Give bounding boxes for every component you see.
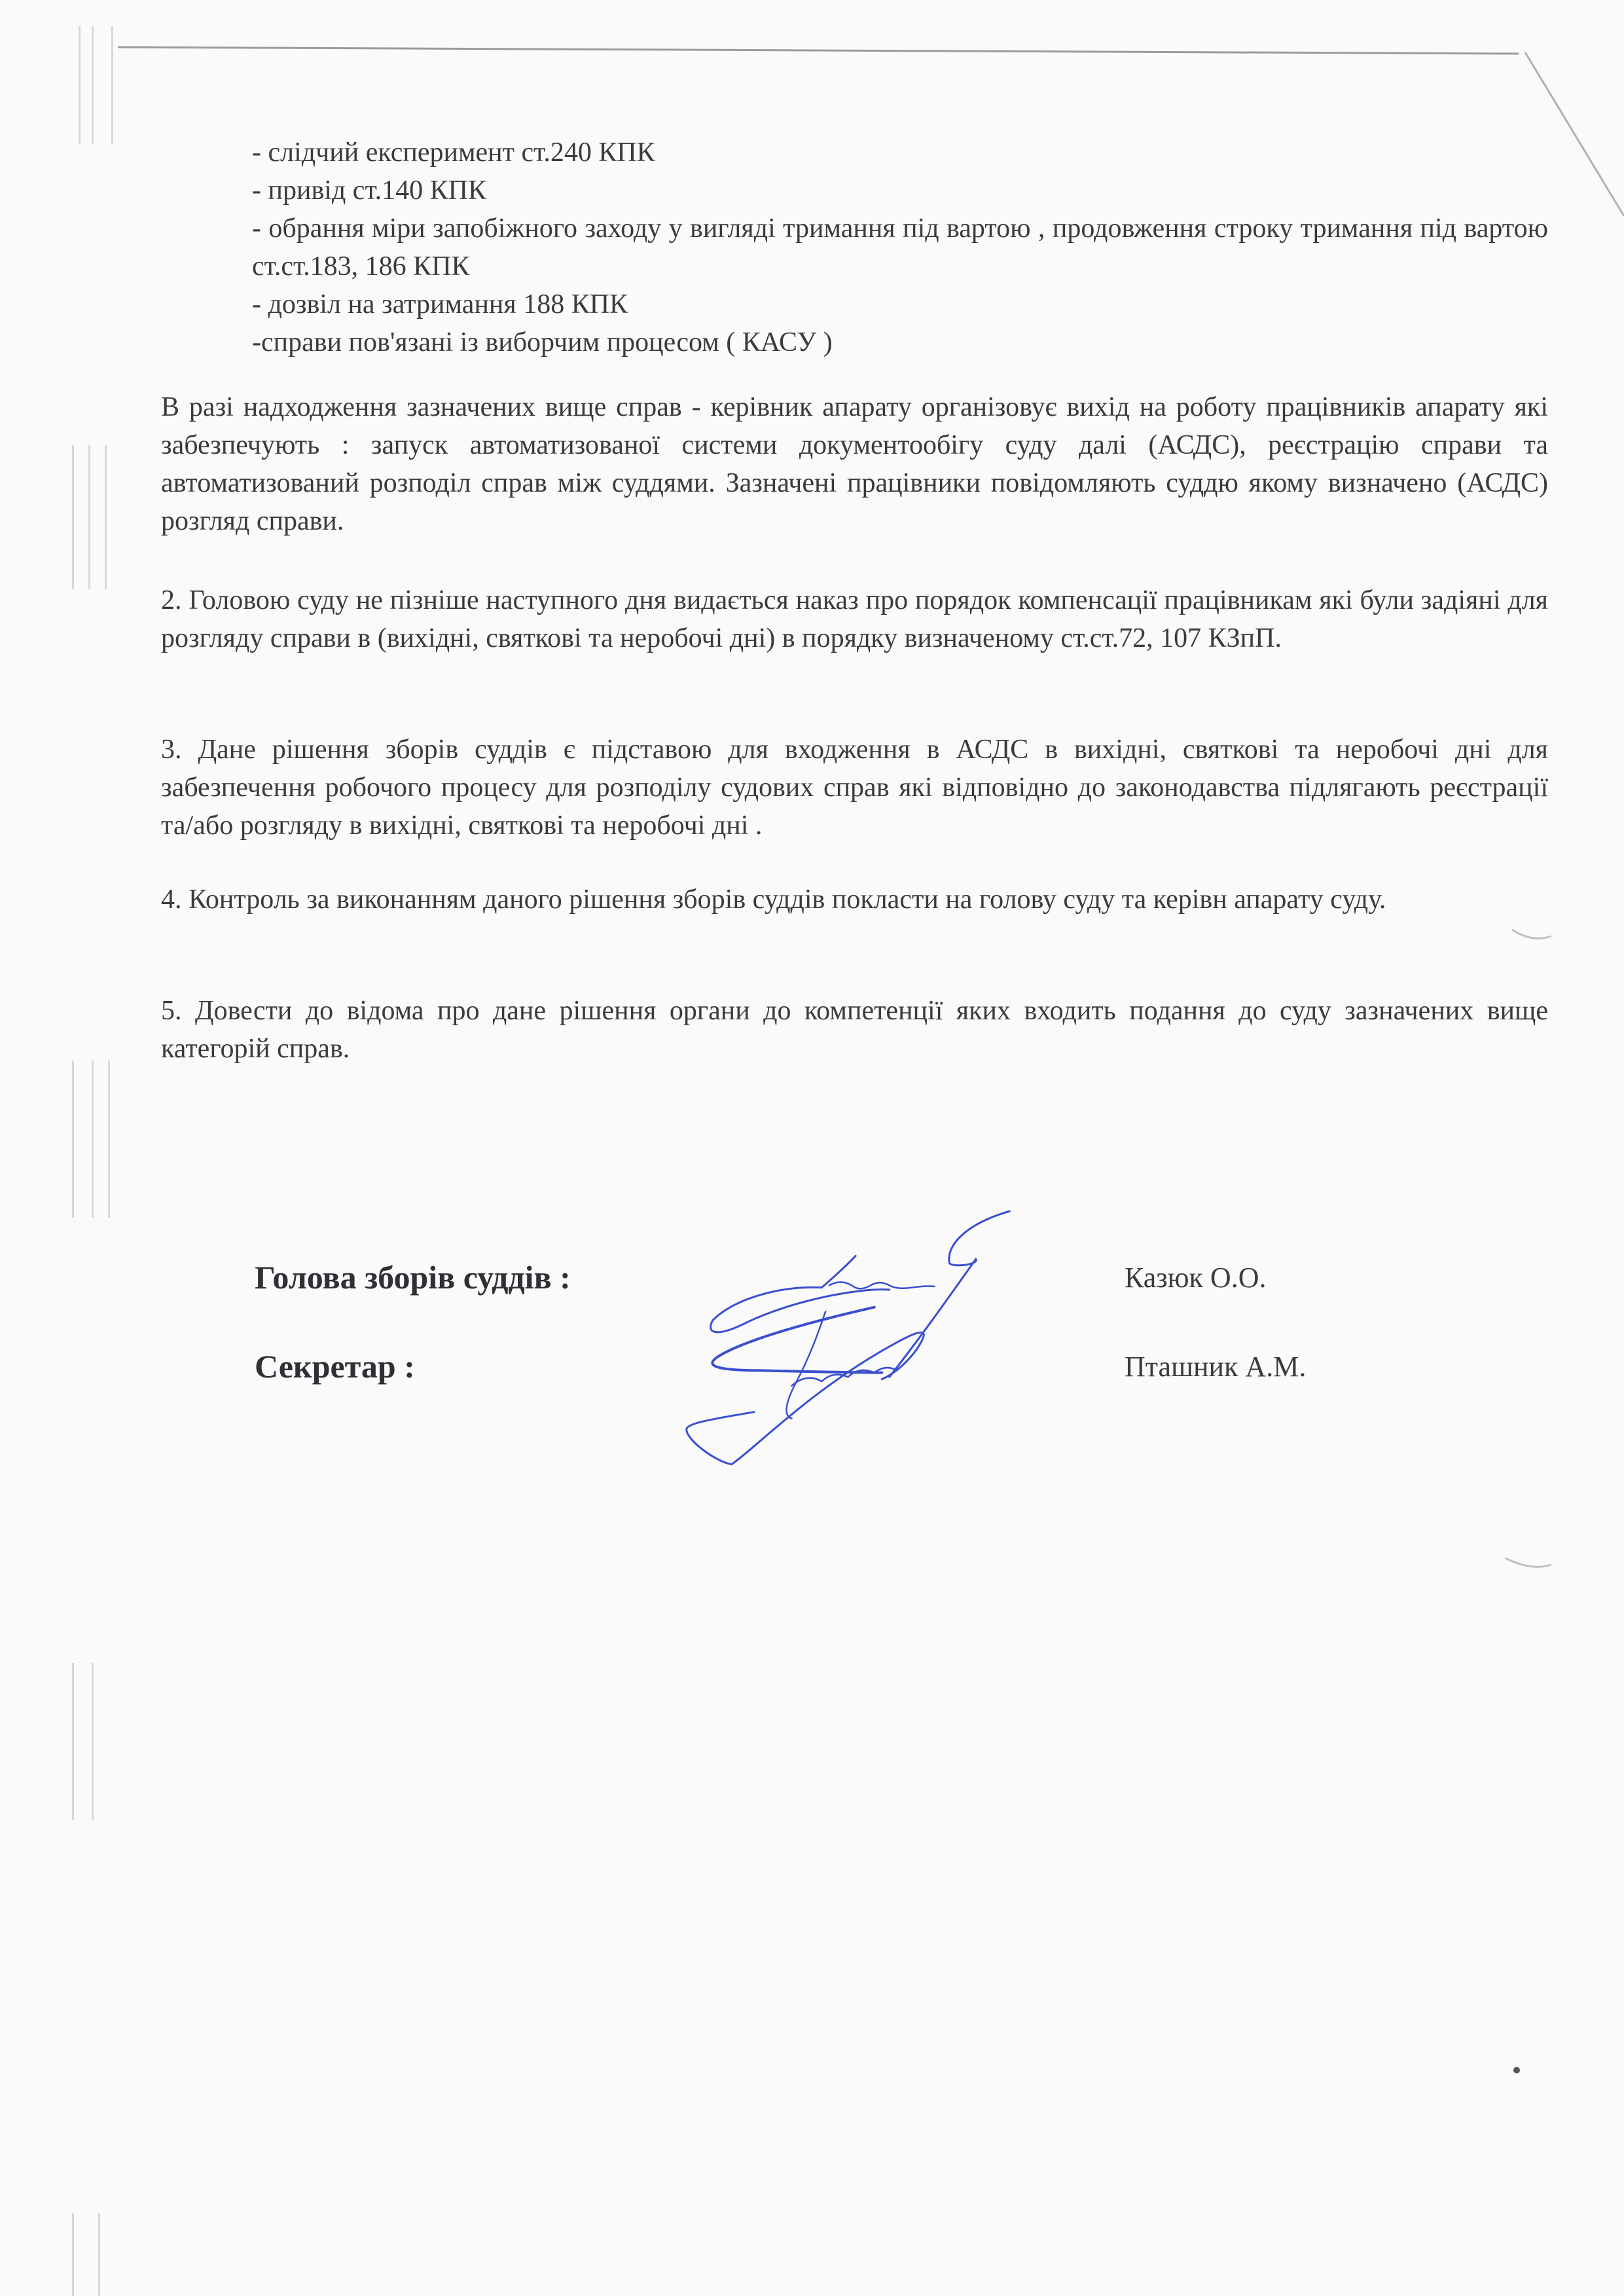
list-item: - дозвіл на затримання 188 КПК [252, 289, 628, 319]
secretary-name: Пташник А.М. [1125, 1351, 1307, 1383]
paragraph-3: 3. Дане рішення зборів суддів є підставою для входження в АСДС в вихідні, святкові та неробочі дні для забезпечення робочого процесу для розподілу судових справ які відповідно до законодавства підлягають реєстрації та/або розгляду в вихідні, святкові та неробочі дні . [161, 735, 1548, 841]
paragraph-4: 4. Контроль за виконанням даного рішення зборів суддів покласти на голову суду та керівн апарату суду. [161, 884, 1386, 915]
list-item: - слідчий експеримент ст.240 КПК [252, 137, 655, 168]
list-item: - обрання міри запобіжного заходу у вигляді тримання під вартою , продовження строку тримання під вартою ст.ст.183, 186 КПК [252, 213, 1548, 282]
list-item: -справи пов'язані із виборчим процесом ( КАСУ ) [252, 327, 833, 357]
secretary-label: Секретар : [255, 1348, 415, 1385]
chair-label: Голова зборів суддів : [255, 1259, 571, 1296]
paragraph-2: 2. Головою суду не пізніше наступного дня видається наказ про порядок компенсації працівникам які були задіяні для розгляду справи в (вихідні, святкові та неробочі дні) в порядку визначеному ст.ст.72, 107 КЗпП. [161, 585, 1548, 653]
handwritten-signatures [236, 1198, 1414, 1480]
bullet-list [252, 134, 1548, 361]
paragraph-5: 5. Довести до відома про дане рішення органи до компетенції яких входить подання до суду зазначених вище категорій справ. [161, 996, 1548, 1064]
list-item: - привід ст.140 КПК [252, 175, 487, 206]
paragraph-procedure: В разі надходження зазначених вище справ - керівник апарату організовує вихід на роботу працівників апарату які забезпечують : запуск автоматизованої системи документообігу суду далі (АСДС), реєстрацію справи та автоматизований розподіл справ між суддями. Зазначені працівники повідомляють суддю якому визначено (АСДС) розгляд справи. [161, 392, 1548, 536]
chair-name: Казюк О.О. [1125, 1262, 1267, 1294]
